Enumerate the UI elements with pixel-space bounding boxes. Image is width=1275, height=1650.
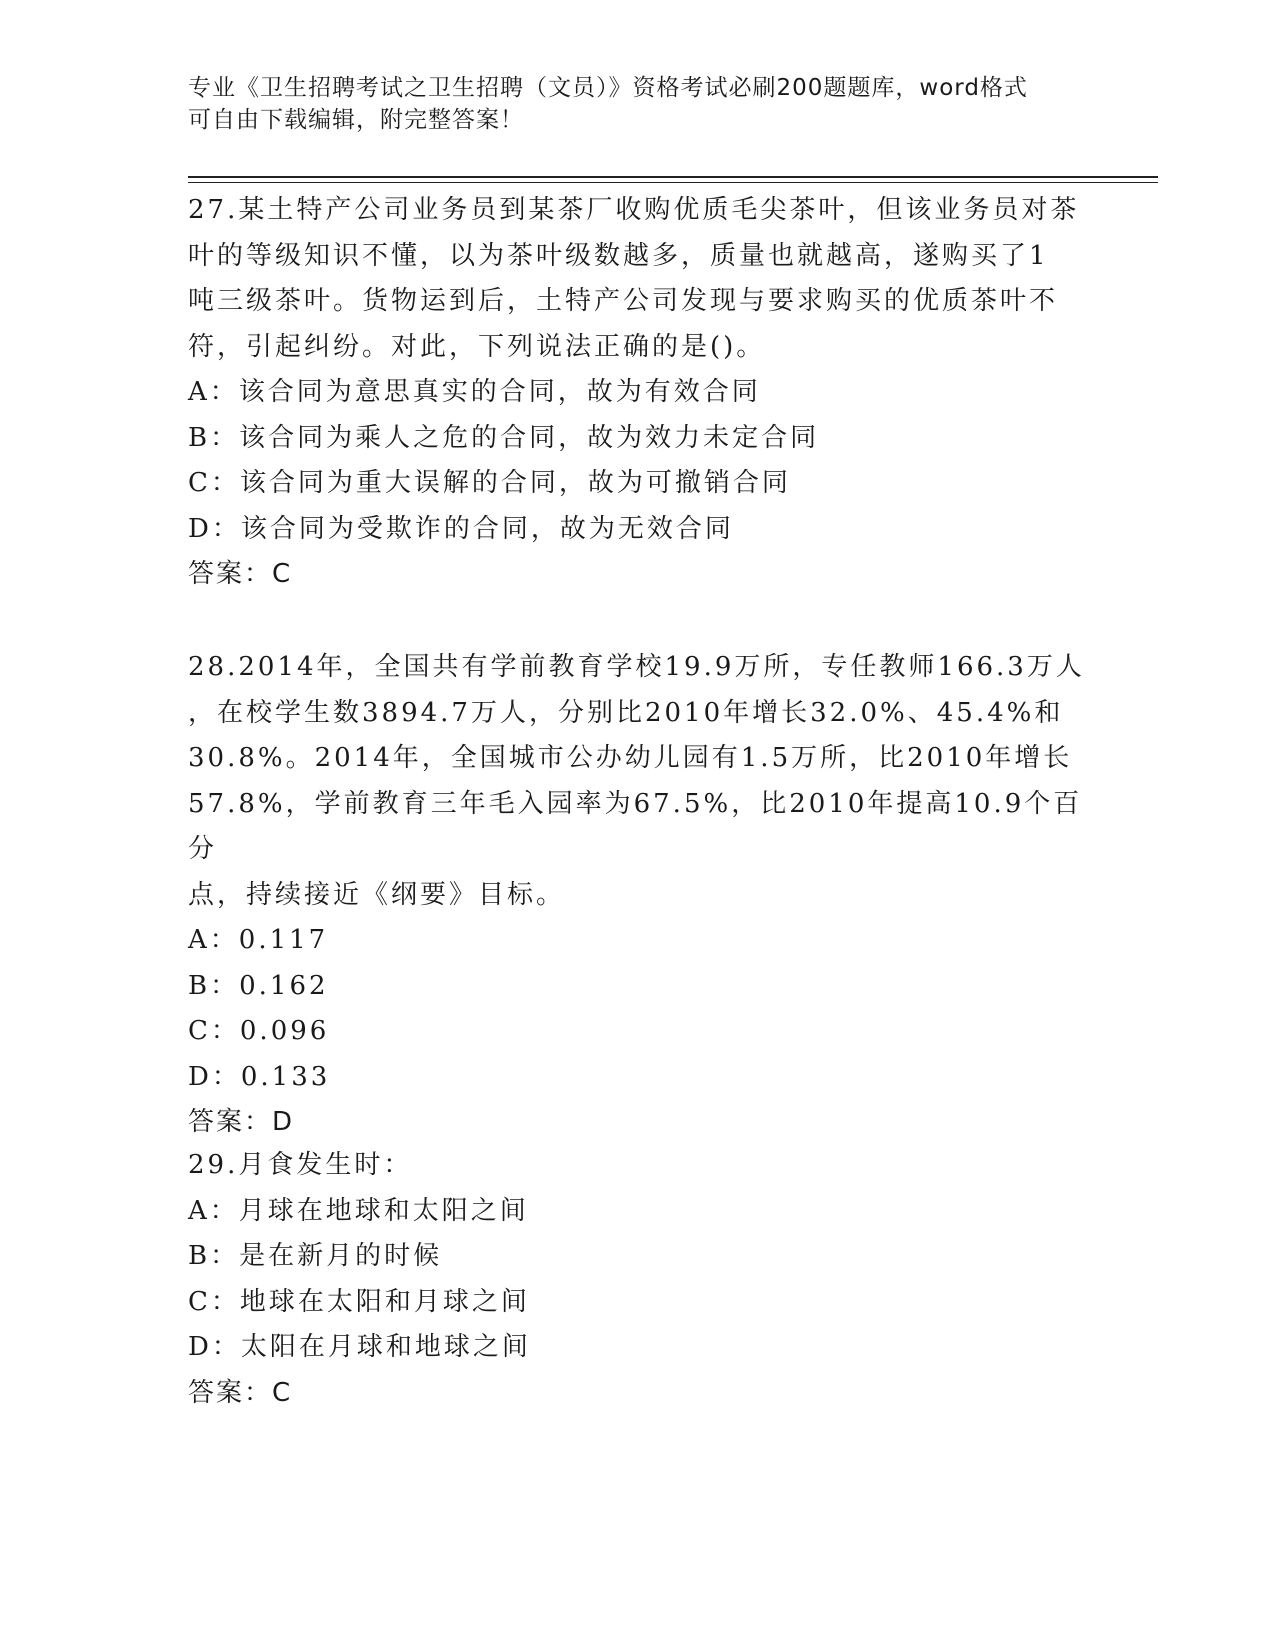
option-c: C：地球在太阳和月球之间 bbox=[188, 1286, 530, 1317]
answer: 答案：D bbox=[188, 1107, 295, 1137]
header-line: 专业《卫生招聘考试之卫生招聘（文员）》资格考试必刷200题题库，word格式 bbox=[188, 75, 1028, 101]
header-divider bbox=[188, 176, 1158, 178]
option-d: D：太阳在月球和地球之间 bbox=[188, 1332, 531, 1362]
option-b: B：是在新月的时候 bbox=[188, 1241, 443, 1271]
option-d: D：该合同为受欺诈的合同，故为无效合同 bbox=[188, 513, 734, 544]
page-header bbox=[188, 72, 1088, 136]
question-stem-line: 30.8%。2014年，全国城市公办幼儿园有1.5万所，比2010年增长 bbox=[188, 743, 1073, 773]
option-d: D：0.133 bbox=[188, 1061, 331, 1092]
question-28 bbox=[188, 645, 1088, 1146]
option-a: A：月球在地球和太阳之间 bbox=[188, 1195, 529, 1226]
answer: 答案：C bbox=[188, 1377, 293, 1408]
option-a: A：0.117 bbox=[188, 925, 329, 955]
question-stem-line: 29.月食发生时： bbox=[188, 1150, 413, 1180]
question-stem-line: 符，引起纠纷。对此，下列说法正确的是()。 bbox=[188, 331, 766, 362]
option-b: B：0.162 bbox=[188, 970, 329, 1001]
question-stem-line: 吨三级茶叶。货物运到后，土特产公司发现与要求购买的优质茶叶不 bbox=[188, 286, 1059, 316]
question-stem-line: 57.8%，学前教育三年毛入园率为67.5%，比2010年提高10.9个百分 bbox=[188, 788, 1083, 864]
header-line: 可自由下载编辑，附完整答案！ bbox=[188, 107, 524, 133]
question-stem-line: 27.某土特产公司业务员到某茶厂收购优质毛尖茶叶，但该业务员对茶 bbox=[188, 195, 1080, 225]
question-stem-line: 点，持续接近《纲要》目标。 bbox=[188, 879, 566, 910]
answer: 答案：C bbox=[188, 559, 293, 589]
option-c: C：该合同为重大误解的合同，故为可撤销合同 bbox=[188, 468, 791, 498]
option-b: B：该合同为乘人之危的合同，故为效力未定合同 bbox=[188, 422, 820, 453]
question-stem-line: ，在校学生数3894.7万人，分别比2010年增长32.0%、45.4%和 bbox=[188, 697, 1064, 728]
question-29 bbox=[188, 1143, 1088, 1416]
header-divider bbox=[188, 182, 1158, 183]
question-27 bbox=[188, 188, 1088, 598]
question-stem-line: 叶的等级知识不懂，以为茶叶级数越多，质量也就越高，遂购买了1 bbox=[188, 240, 1049, 271]
option-c: C：0.096 bbox=[188, 1016, 330, 1046]
option-a: A：该合同为意思真实的合同，故为有效合同 bbox=[188, 377, 761, 407]
question-stem-line: 28.2014年，全国共有学前教育学校19.9万所，专任教师166.3万人 bbox=[188, 652, 1085, 682]
